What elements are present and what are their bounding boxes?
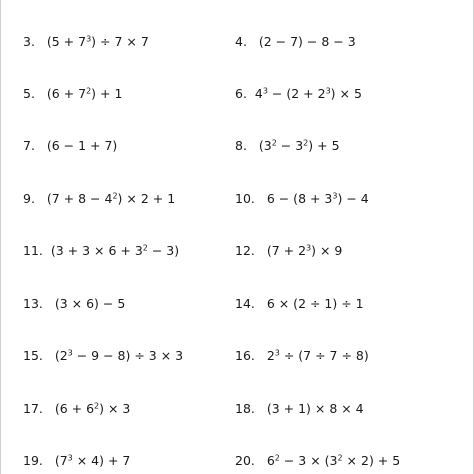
problem-expression: $(2^3 - 9 - 8) \div 3 \times 3$ [54, 348, 184, 363]
problem-number: 15. [23, 348, 43, 363]
problem-11 [23, 243, 179, 259]
problem-expression: $(6 + 7^2) + 1$ [46, 86, 123, 101]
problem-13 [23, 296, 125, 312]
problem-expression: (6 − 1 + 7) [46, 138, 118, 153]
problem-number: 10. [235, 191, 255, 206]
problem-number: 17. [23, 401, 43, 416]
problem-17 [23, 401, 130, 417]
problem-4 [235, 34, 356, 50]
problem-number: 16. [235, 348, 255, 363]
problem-expression: $6^2 - 3 \times (3^2 \times 2) + 5$ [266, 453, 401, 468]
problem-expression: (3 + 1) × 8 × 4 [266, 401, 364, 416]
problem-expression: 6 × (2 ÷ 1) ÷ 1 [266, 296, 364, 311]
problem-number: 5. [23, 86, 35, 101]
problem-15 [23, 348, 183, 364]
problem-expression: $(6 + 6^2) \times 3$ [54, 401, 131, 416]
problem-number: 3. [23, 34, 35, 49]
problem-expression: $(7^3 \times 4) + 7$ [54, 453, 131, 468]
problem-expression: $(3^2 - 3^2) + 5$ [258, 138, 340, 153]
problem-number: 8. [235, 138, 247, 153]
problem-8 [235, 138, 340, 154]
problem-number: 14. [235, 296, 255, 311]
problem-10 [235, 191, 369, 207]
problem-number: 4. [235, 34, 247, 49]
problem-5 [23, 86, 122, 102]
problem-expression: $(7 + 8 - 4^2) \times 2 + 1$ [46, 191, 176, 206]
problem-expression: $(5 + 7^3) \div 7 \times 7$ [46, 34, 149, 49]
problem-expression: (2 − 7) − 8 − 3 [258, 34, 356, 49]
problem-number: 6. [235, 86, 247, 101]
problem-14 [235, 296, 364, 312]
problem-number: 11. [23, 243, 43, 258]
problem-number: 12. [235, 243, 255, 258]
problem-expression: $(3 + 3 \times 6 + 3^2 - 3)$ [50, 243, 180, 258]
problem-expression: $(7 + 2^3) \times 9$ [266, 243, 343, 258]
problem-expression: $6 - (8 + 3^3) - 4$ [266, 191, 369, 206]
problem-18 [235, 401, 364, 417]
problem-3 [23, 34, 149, 50]
problem-9 [23, 191, 175, 207]
problem-number: 20. [235, 453, 255, 468]
problem-19 [23, 453, 130, 469]
problem-16 [235, 348, 369, 364]
problem-expression: $2^3 \div (7 \div 7 \div 8)$ [266, 348, 369, 363]
problem-6 [235, 86, 362, 102]
problem-number: 7. [23, 138, 35, 153]
problem-12 [235, 243, 342, 259]
problem-number: 18. [235, 401, 255, 416]
problem-7 [23, 138, 117, 154]
problem-20 [235, 453, 400, 469]
problem-number: 9. [23, 191, 35, 206]
problem-number: 13. [23, 296, 43, 311]
problem-number: 19. [23, 453, 43, 468]
problem-expression: $4^3 - (2 + 2^3) \times 5$ [254, 86, 362, 101]
problem-expression: (3 × 6) − 5 [54, 296, 126, 311]
